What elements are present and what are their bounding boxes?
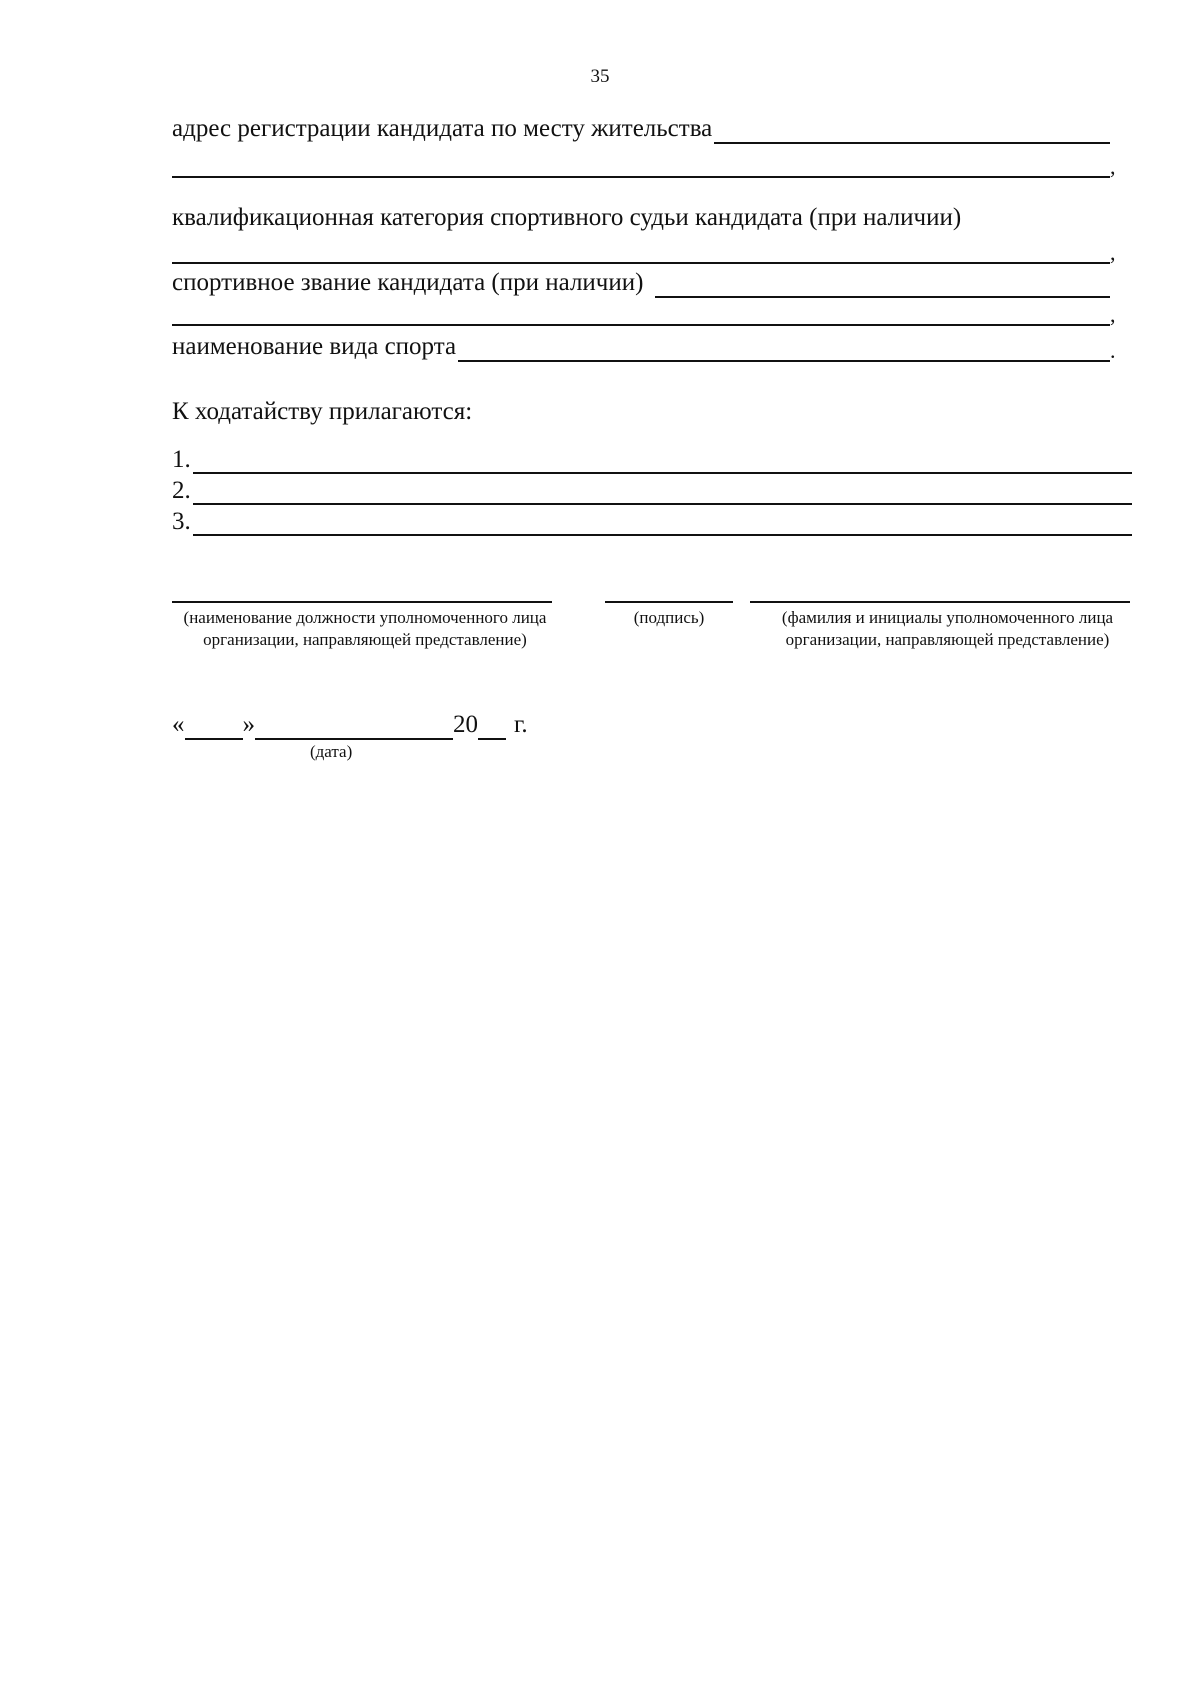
attachment-item-2 [172,477,1132,505]
date-close-quote: » [242,711,255,738]
attachment-number: 2. [172,477,191,504]
attachment-item-3 [172,508,1132,536]
date-open-quote: « [172,711,185,738]
sport-name-label: наименование вида спорта [172,333,457,360]
attachment-input-line-2[interactable] [193,481,1132,505]
judge-category-continuation [172,240,1122,264]
judge-category-input-line[interactable] [172,238,1110,264]
signature-line[interactable] [605,601,733,603]
date-caption: (дата) [310,742,353,761]
page-number: 35 [590,66,610,87]
position-caption: (наименование должности уполномоченного лица организации, направляющей представление) [183,608,547,649]
address-end-punct: , [1110,154,1116,179]
sport-title-continuation [172,302,1122,326]
attachment-item-1 [172,446,1132,474]
date-year-prefix: 20 [453,711,478,738]
date-field [172,710,528,740]
attachment-input-line-3[interactable] [193,512,1132,536]
address-input-line-2[interactable] [172,152,1110,178]
sport-name-input-line[interactable] [458,336,1110,362]
sport-title-input-line[interactable] [655,272,1110,298]
address-continuation [172,154,1122,178]
sport-name-end-punct: . [1110,338,1116,363]
address-field [172,114,1122,144]
date-month-line[interactable] [255,716,453,740]
attachment-number: 1. [172,446,191,473]
date-day-line[interactable] [185,716,243,740]
sport-name-field [172,332,1122,362]
name-signature-line[interactable] [750,601,1130,603]
position-signature-line[interactable] [172,601,552,603]
judge-category-field [172,203,1122,233]
address-label: адрес регистрации кандидата по месту жительства [172,115,713,142]
sport-title-input-line-2[interactable] [172,300,1110,326]
sport-title-field [172,268,1122,298]
date-year-suffix: г. [514,711,528,738]
judge-category-label: квалификационная категория спортивного судьи кандидата (при наличии) [172,204,962,231]
attachment-input-line-1[interactable] [193,450,1132,474]
sport-title-label: спортивное звание кандидата (при наличии) [172,269,644,296]
address-input-line[interactable] [714,118,1110,144]
sport-title-end-punct: , [1110,302,1116,327]
attachment-number: 3. [172,508,191,535]
name-caption: (фамилия и инициалы уполномоченного лица организации, направляющей представление) [781,608,1114,649]
attachments-heading: К ходатайству прилагаются: [172,398,473,425]
judge-category-end-punct: , [1110,240,1116,265]
date-year-line[interactable] [478,716,506,740]
signature-caption: (подпись) [633,608,705,627]
